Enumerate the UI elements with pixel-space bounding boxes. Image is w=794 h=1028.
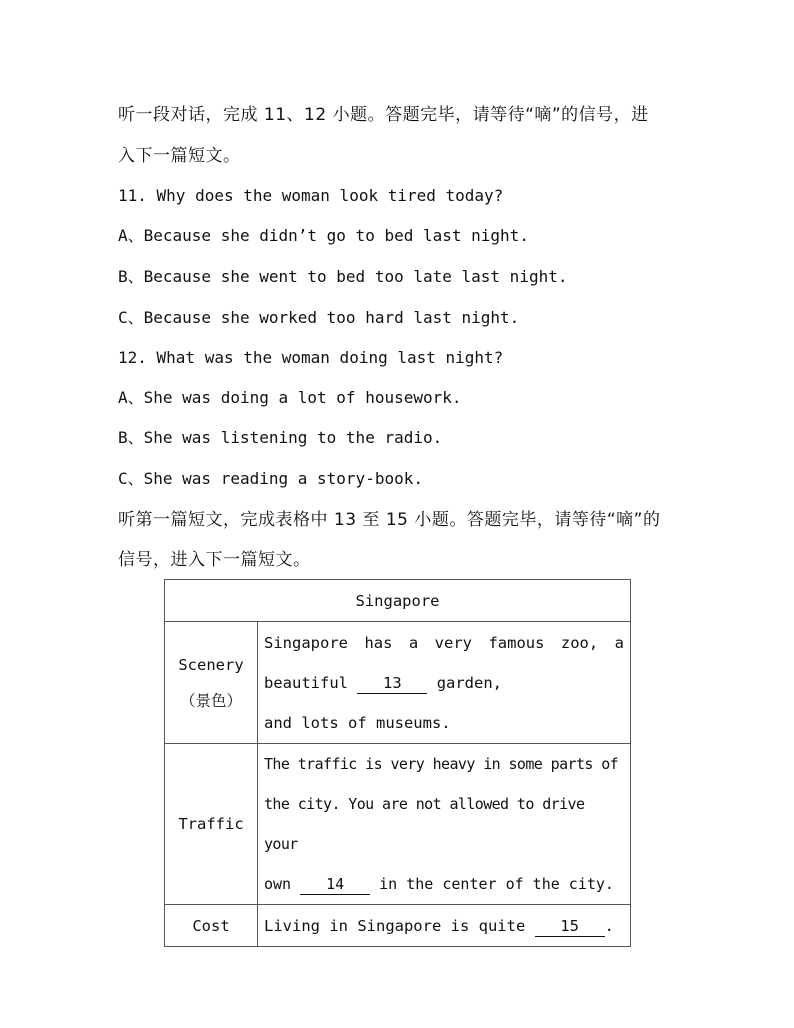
table-row-traffic [165, 744, 631, 905]
scenery-line-3: and lots of museums. [264, 713, 451, 732]
section-intro-line-2: 入下一篇短文。 [118, 146, 241, 166]
traffic-line-3 [264, 864, 624, 904]
blank-14[interactable]: 14 [300, 874, 370, 895]
option-11-b: B、Because she went to bed too late last night. [118, 267, 568, 286]
scenery-line-2 [264, 663, 624, 703]
section-intro-line-1: 听一段对话，完成 11、12 小题。答题完毕，请等待“嘀”的信号，进 [118, 105, 649, 125]
row-label-traffic: Traffic [165, 744, 258, 905]
traffic-line-3-pre: own [264, 875, 292, 893]
traffic-line-3-post: in the center of the city. [379, 875, 614, 893]
blank-15[interactable]: 15 [535, 916, 605, 937]
option-12-b: B、She was listening to the radio. [118, 428, 443, 447]
option-11-c: C、Because she worked too hard last night. [118, 308, 520, 327]
table-header-row [165, 580, 631, 622]
cost-line-pre: Living in Singapore is quite [264, 916, 526, 935]
table-row-scenery [165, 622, 631, 744]
table-row-cost [165, 905, 631, 947]
scenery-line-1: Singapore has a very famous zoo, a [264, 633, 624, 652]
question-12: 12. What was the woman doing last night? [118, 348, 504, 367]
row-label-cost: Cost [165, 905, 258, 947]
table-title: Singapore [165, 580, 631, 622]
row-content-scenery [258, 622, 631, 744]
option-11-a: A、Because she didn’t go to bed last night. [118, 226, 529, 245]
blank-13[interactable]: 13 [357, 673, 427, 694]
traffic-line-1: The traffic is very heavy in some parts of [264, 755, 619, 773]
scenery-line-2-post: garden, [436, 673, 503, 692]
passage-intro-line-2: 信号，进入下一篇短文。 [118, 550, 311, 570]
row-content-cost [258, 905, 631, 947]
question-11: 11. Why does the woman look tired today? [118, 186, 504, 205]
cost-line-post: . [604, 916, 614, 935]
scenery-line-2-pre: beautiful [264, 673, 348, 692]
singapore-table [164, 579, 631, 947]
passage-intro-line-1: 听第一篇短文，完成表格中 13 至 15 小题。答题完毕，请等待“嘀”的 [118, 510, 661, 530]
option-12-c: C、She was reading a story-book. [118, 469, 423, 488]
traffic-line-2: the city. You are not allowed to drive your [264, 795, 585, 853]
scenery-label: Scenery [178, 655, 244, 674]
row-label-scenery [165, 622, 258, 744]
scenery-label-cn: （景色） [179, 691, 242, 710]
option-12-a: A、She was doing a lot of housework. [118, 388, 462, 407]
row-content-traffic [258, 744, 631, 905]
